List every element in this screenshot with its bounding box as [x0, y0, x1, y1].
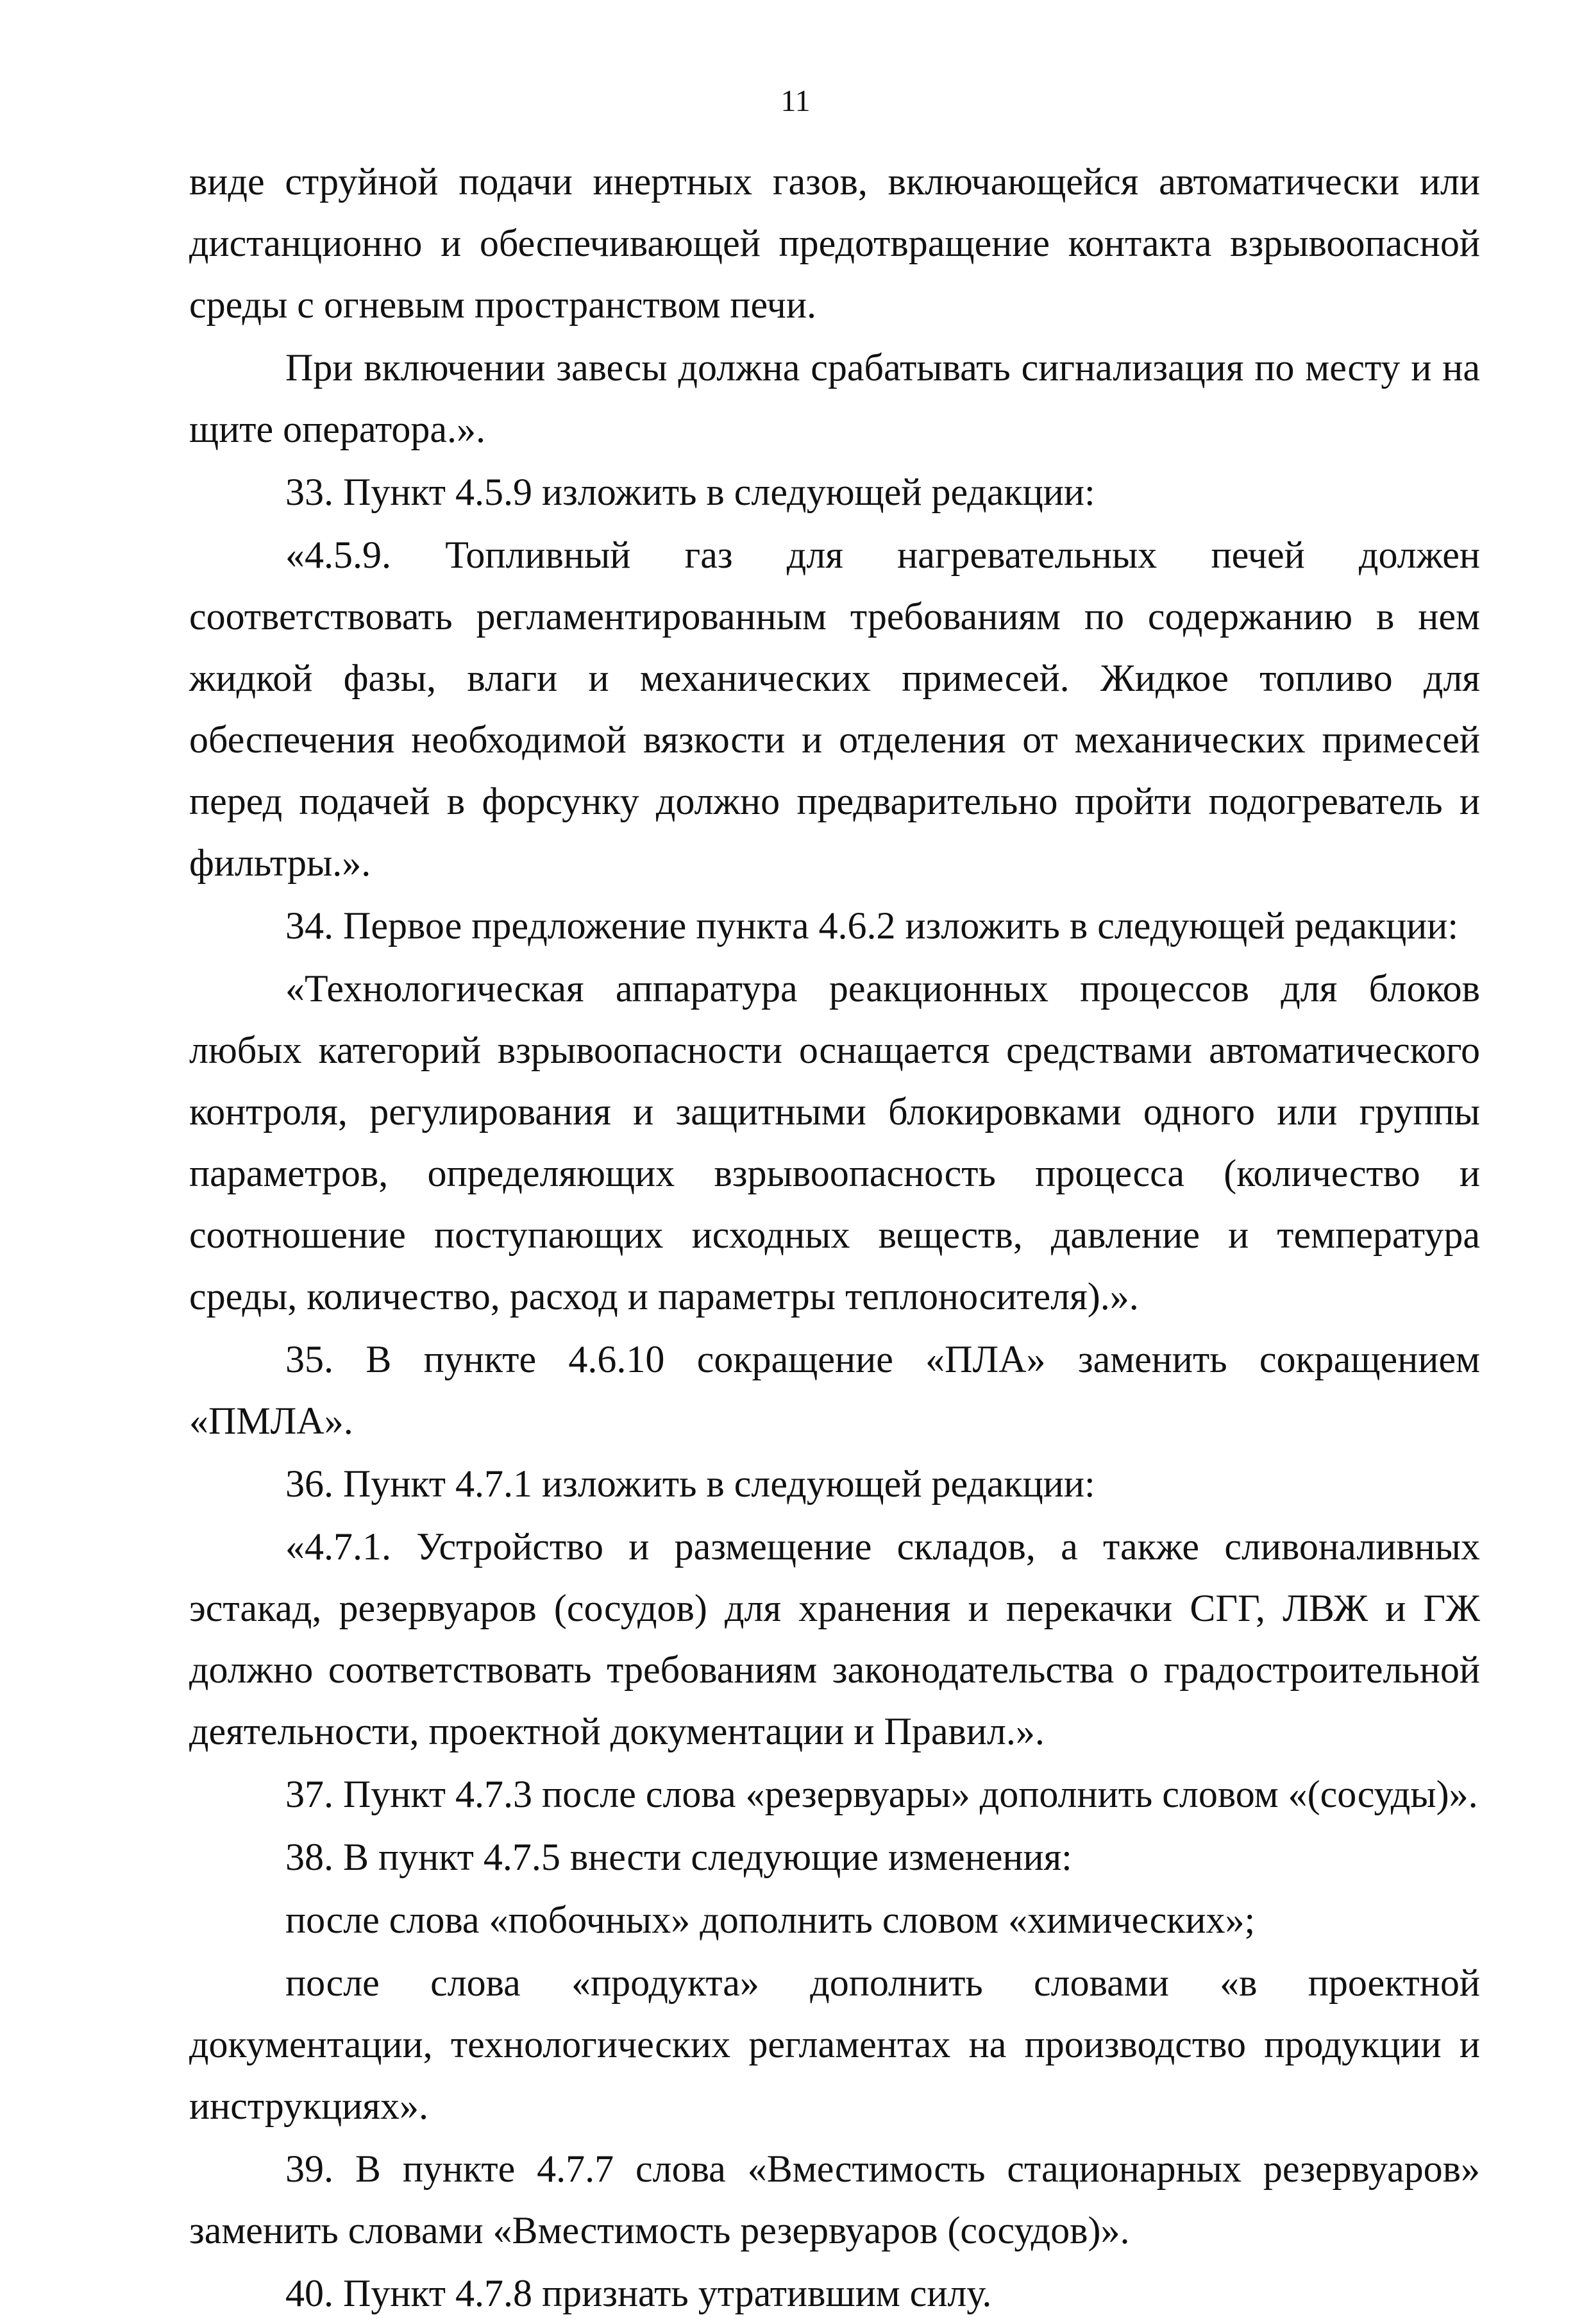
- paragraph-continuation: виде струйной подачи инертных газов, включающейся автоматически или дистанционно и обеспечивающей предотвращение контакта взрывоопасной среды с огневым пространством печи.: [189, 160, 1480, 326]
- paragraph-item-33-text: «4.5.9. Топливный газ для нагревательных печей должен соответствовать регламентированным требованиям по содержанию в нем жидкой фазы, влаги и механических примесей. Жидкое топливо для обеспечения необходимой вязкости и отделения от механических примесей перед подачей в форсунку должно предварительно пройти подогреватель и фильтры.».: [189, 534, 1480, 884]
- paragraph-item-38-change-2: после слова «продукта» дополнить словами «в проектной документации, технологических регламентах на производство продукции и инструкциях».: [189, 1962, 1480, 2127]
- document-body: [189, 151, 1480, 2324]
- paragraph-item-34-text: «Технологическая аппаратура реакционных процессов для блоков любых категорий взрывоопасности оснащается средствами автоматического контроля, регулирования и защитными блокировками одного или группы параметров, определяющих взрывоопасность процесса (количество и соотношение поступающих исходных веществ, давление и температура среды, количество, расход и параметры теплоносителя).».: [189, 967, 1480, 1318]
- paragraph-item-33: 33. Пункт 4.5.9 изложить в следующей редакции:: [285, 471, 1095, 513]
- paragraph-item-39: 39. В пункте 4.7.7 слова «Вместимость стационарных резервуаров» заменить словами «Вместимость резервуаров (сосудов)».: [189, 2148, 1480, 2252]
- paragraph-item-36: 36. Пункт 4.7.1 изложить в следующей редакции:: [285, 1463, 1095, 1505]
- paragraph-item-35: 35. В пункте 4.6.10 сокращение «ПЛА» заменить сокращением «ПМЛА».: [189, 1338, 1480, 1442]
- paragraph-item-38: 38. В пункт 4.7.5 внести следующие изменения:: [285, 1836, 1072, 1878]
- paragraph-item-34: 34. Первое предложение пункта 4.6.2 изложить в следующей редакции:: [285, 904, 1459, 947]
- paragraph-alarm: При включении завесы должна срабатывать сигнализация по месту и на щите оператора.».: [189, 346, 1480, 450]
- paragraph-item-40: 40. Пункт 4.7.8 признать утратившим силу.: [285, 2272, 992, 2314]
- paragraph-item-36-text: «4.7.1. Устройство и размещение складов, а также сливоналивных эстакад, резервуаров (сосудов) для хранения и перекачки СГГ, ЛВЖ и ГЖ должно соответствовать требованиям законодательства о градостроительной деятельности, проектной документации и Правил.».: [189, 1525, 1480, 1752]
- paragraph-item-37: 37. Пункт 4.7.3 после слова «резервуары» дополнить словом «(сосуды)».: [285, 1773, 1478, 1815]
- paragraph-item-38-change-1: после слова «побочных» дополнить словом «химических»;: [285, 1899, 1256, 1941]
- page-number: 11: [780, 84, 811, 118]
